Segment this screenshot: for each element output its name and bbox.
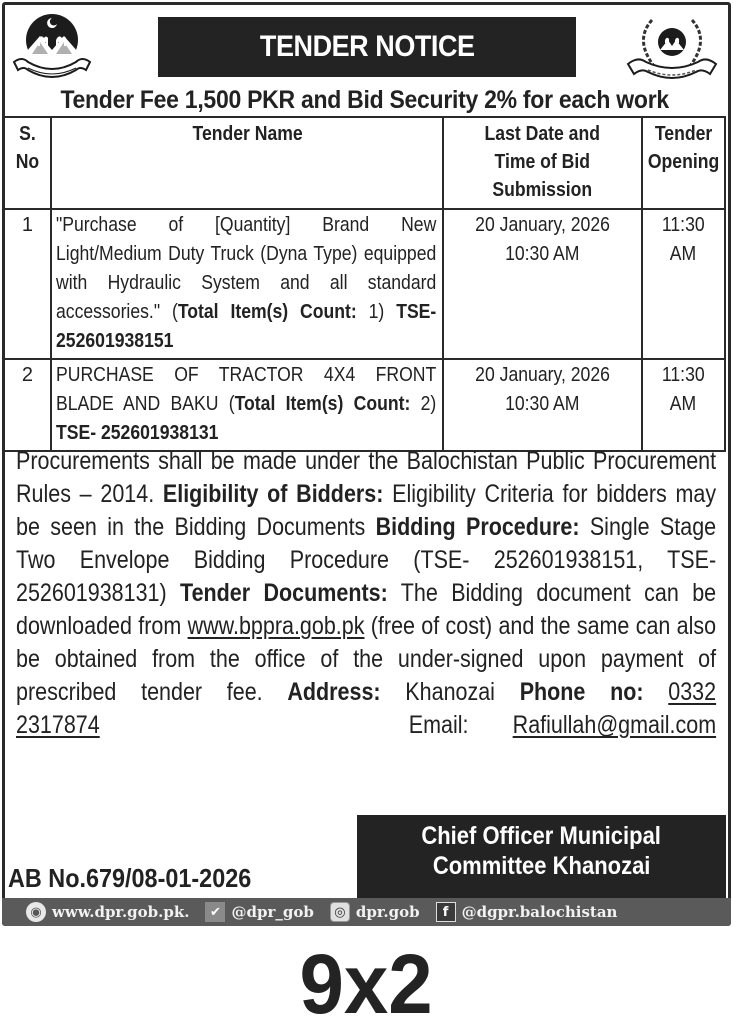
col-header-last-date: Last Date and Time of Bid Submission <box>443 117 642 209</box>
signatory-box <box>357 815 726 898</box>
signatory-line-1: Chief Officer Municipal <box>421 822 662 850</box>
notice-title-box <box>158 17 576 77</box>
phone-label: Phone no: <box>519 678 644 706</box>
row-opening-time: 11:30 AM <box>642 209 725 359</box>
dgpr-emblem-icon <box>622 10 722 86</box>
row-opening-time: 11:30 AM <box>642 359 725 451</box>
signatory-line-2: Committee Khanozai <box>432 852 651 880</box>
phone-number[interactable]: 0332 2317874 <box>16 678 717 739</box>
tender-table <box>3 116 726 452</box>
row-last-date: 20 January, 2026 10:30 AM <box>443 359 642 451</box>
table-row <box>4 359 725 451</box>
globe-icon: ◉ <box>26 902 46 922</box>
col-header-tender-opening: Tender Opening <box>642 117 725 209</box>
row-tender-name: PURCHASE OF TRACTOR 4X4 FRONT BLADE AND BAKU (Total Item(s) Count: 2) TSE- 252601938131 <box>51 359 443 451</box>
documents-label: Tender Documents: <box>180 579 388 607</box>
col-header-sno: S. No <box>4 117 51 209</box>
procedure-label: Bidding Procedure: <box>375 513 580 541</box>
table-header-row <box>4 117 725 209</box>
instagram-icon: ◎ <box>330 902 350 922</box>
tender-fee-line: Tender Fee 1,500 PKR and Bid Security 2% for each work <box>60 86 669 114</box>
email-link[interactable]: Rafiullah@gmail.com <box>512 711 717 739</box>
eligibility-label: Eligibility of Bidders: <box>162 480 384 508</box>
row-last-date: 20 January, 2026 10:30 AM <box>443 209 642 359</box>
footer-website[interactable]: ◉ www.dpr.gob.pk. <box>26 902 189 922</box>
procurement-details: Procurements shall be made under the Balochistan Public Procurement Rules – 2014. Eligibility of Bidders: Eligibility Criteria for bidders may be seen in the Bidding Documents Bidding Procedure: Single Stage Two Envelope Bidding Procedure (TSE- 252601938151, TSE- 252601938131) Tender Documents: The Bidding document can be downloaded from www.bppra.gob.pk (free of cost) and the same can also be obtained from the office of the under-signed upon payment of prescribed tender fee. Address: Khanozai Phone no: 0332 2317874 Email: Rafiullah@gmail.com <box>16 447 717 739</box>
row-sno: 1 <box>4 209 51 359</box>
footer-instagram[interactable]: ◎ dpr.gob <box>330 902 420 922</box>
email-label: Email: <box>408 711 469 739</box>
col-header-tender-name: Tender Name <box>51 117 443 209</box>
footer-facebook[interactable]: f @dgpr.balochistan <box>436 902 618 922</box>
facebook-icon: f <box>436 902 456 922</box>
notice-title: TENDER NOTICE <box>259 30 475 63</box>
row-tender-name: "Purchase of [Quantity] Brand New Light/Medium Duty Truck (Dyna Type) equipped with Hydraulic System and all standard accessories." (Total Item(s) Count: 1) TSE- 252601938151 <box>51 209 443 359</box>
table-row <box>4 209 725 359</box>
footer-social-bar <box>2 898 731 926</box>
twitter-icon: ✔ <box>205 902 225 922</box>
ab-number: AB No.679/08-01-2026 <box>8 863 252 893</box>
footer-twitter[interactable]: ✔ @dpr_gob <box>205 902 313 922</box>
ad-size-label: 9x2 <box>299 937 434 1024</box>
bppra-website-link[interactable]: www.bppra.gob.pk <box>187 612 365 640</box>
balochistan-emblem-icon <box>10 10 94 84</box>
address-label: Address: <box>287 678 381 706</box>
row-sno: 2 <box>4 359 51 451</box>
